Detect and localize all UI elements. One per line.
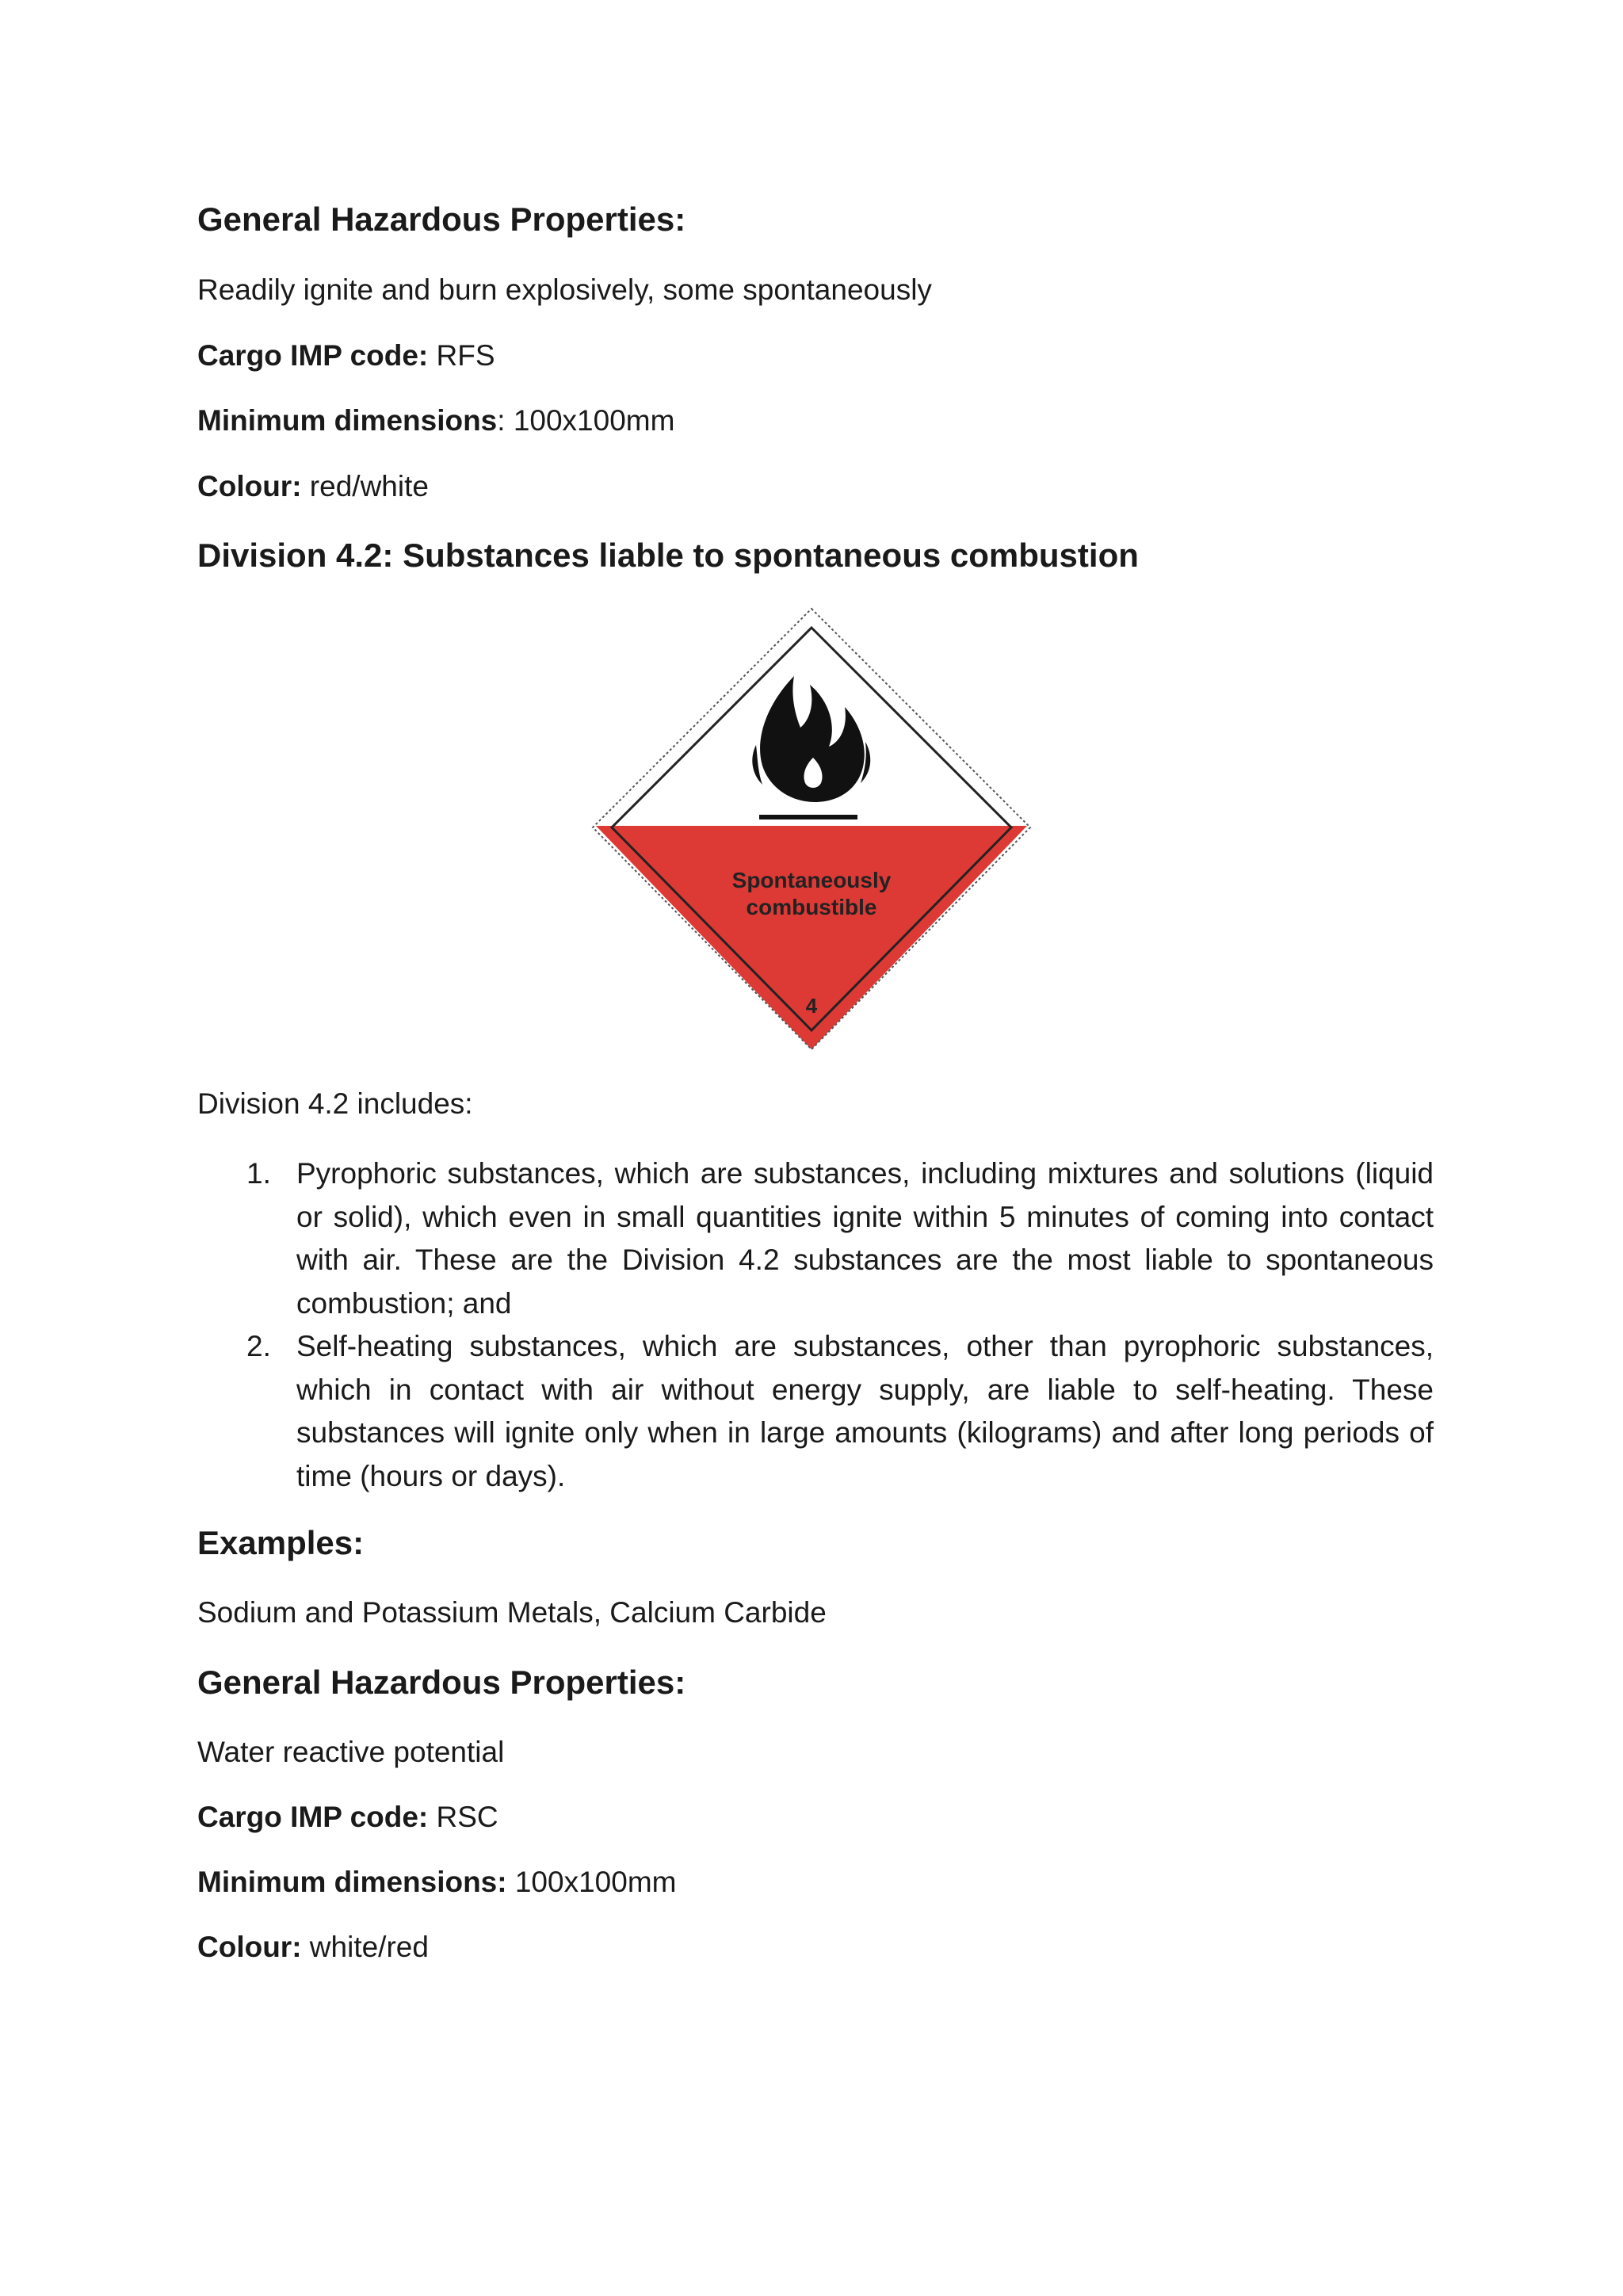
heading-general-hazardous-properties-1: General Hazardous Properties:: [197, 201, 686, 238]
list-item-number: 1.: [246, 1157, 271, 1190]
hazard-placard-4-2: [586, 602, 1037, 1056]
division-items-list: [197, 1152, 1434, 1498]
colour-value: red/white: [301, 470, 429, 502]
cargo-imp-code-value: RFS: [428, 339, 495, 372]
colour-label: Colour:: [197, 470, 302, 502]
cargo-imp-code-label: Cargo IMP code:: [197, 339, 429, 372]
heading-general-hazardous-properties-2: General Hazardous Properties:: [197, 1664, 686, 1701]
cargo-imp-code-label: Cargo IMP code:: [197, 1801, 429, 1833]
list-item-text: Self-heating substances, which are substances, other than pyrophoric substances, which in contact with air without energy supply, are liable to self-heating. These substances will ignite only when in large amounts (kilograms) and after long periods of time (hours or days).: [296, 1330, 1434, 1492]
cargo-imp-code-line-2: [197, 1799, 1434, 1836]
colour-line-1: [197, 468, 1434, 505]
division-includes-intro: Division 4.2 includes:: [197, 1087, 473, 1120]
flame-base-bar: [759, 815, 857, 819]
colour-value: white/red: [301, 1931, 429, 1963]
colour-label: Colour:: [197, 1931, 302, 1963]
cargo-imp-code-line-1: [197, 338, 1434, 374]
list-item-number: 2.: [246, 1330, 271, 1362]
examples-text: Sodium and Potassium Metals, Calcium Carbide: [197, 1596, 827, 1629]
minimum-dimensions-label: Minimum dimensions:: [197, 1866, 507, 1898]
minimum-dimensions-line-1: [197, 403, 1434, 439]
heading-division-4-2: Division 4.2: Substances liable to spontaneous combustion: [197, 537, 1139, 574]
list-item: [197, 1152, 1434, 1325]
placard-class-number: 4: [805, 994, 818, 1018]
hazard-description-1: Readily ignite and burn explosively, some spontaneously: [197, 273, 932, 306]
list-item: [197, 1325, 1434, 1498]
minimum-dimensions-line-2: [197, 1864, 1434, 1901]
colour-line-2: [197, 1929, 1434, 1966]
hazard-description-2: Water reactive potential: [197, 1736, 505, 1768]
minimum-dimensions-value: : 100x100mm: [497, 404, 675, 437]
minimum-dimensions-value: 100x100mm: [506, 1866, 677, 1898]
heading-examples: Examples:: [197, 1524, 365, 1561]
placard-label-line-1: Spontaneously: [731, 868, 892, 892]
placard-label-line-2: combustible: [746, 895, 877, 919]
minimum-dimensions-label: Minimum dimensions: [197, 404, 498, 437]
cargo-imp-code-value: RSC: [428, 1801, 498, 1833]
list-item-text: Pyrophoric substances, which are substances, including mixtures and solutions (liquid or solid), which even in small quantities ignite within 5 minutes of coming into contact with air. These are the Division 4.2 substances are the most liable to spontaneous combustion; and: [296, 1157, 1434, 1320]
